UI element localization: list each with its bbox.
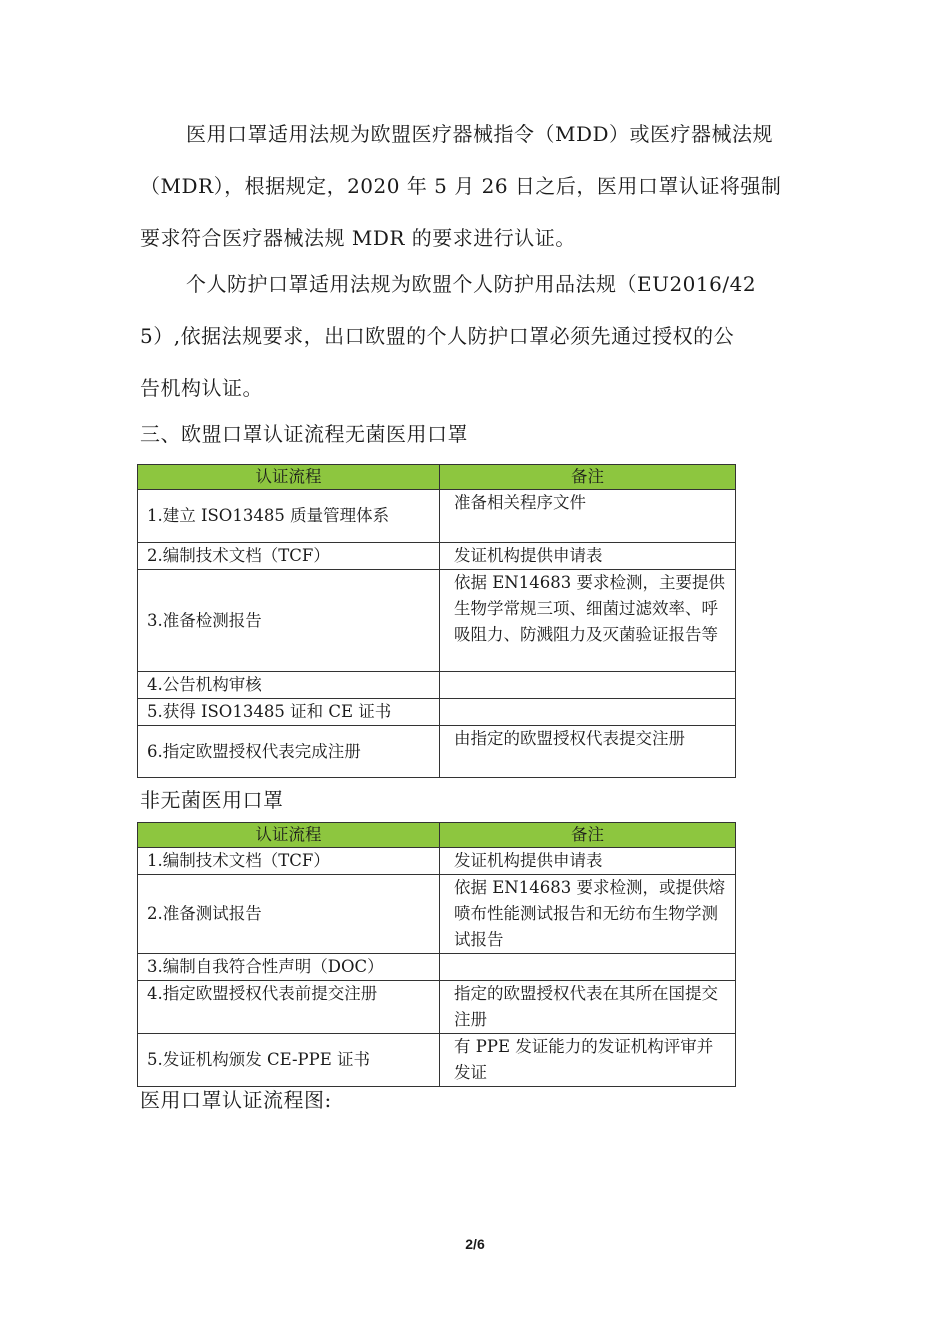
step-cell: 2.编制技术文档（TCF）: [138, 543, 440, 570]
column-header-process: 认证流程: [138, 465, 440, 490]
note-cell: 依据 EN14683 要求检测，或提供熔喷布性能测试报告和无纺布生物学测试报告: [440, 875, 736, 954]
page-number: 2/6: [465, 1236, 485, 1252]
table-row: [138, 981, 736, 1034]
paragraph-line: （MDR），根据规定，2020 年 5 月 26 日之后，医用口罩认证将强制: [140, 174, 782, 198]
section-heading: 三、欧盟口罩认证流程无菌医用口罩: [140, 422, 468, 446]
column-header-process: 认证流程: [138, 823, 440, 848]
paragraph-line: 医用口罩适用法规为欧盟医疗器械指令（MDD）或医疗器械法规: [186, 122, 774, 146]
table-row: [138, 726, 736, 778]
table-header-row: [138, 823, 736, 848]
table-row: [138, 954, 736, 981]
nonsterile-heading: 非无菌医用口罩: [140, 788, 284, 812]
step-cell: 4.指定欧盟授权代表前提交注册: [138, 981, 440, 1034]
table-row: [138, 699, 736, 726]
note-cell: 有 PPE 发证能力的发证机构评审并发证: [440, 1034, 736, 1087]
paragraph-line: 要求符合医疗器械法规 MDR 的要求进行认证。: [140, 226, 576, 250]
note-cell: 发证机构提供申请表: [440, 543, 736, 570]
paragraph-ppe: [140, 258, 810, 414]
table-row: [138, 543, 736, 570]
paragraph-line: 告机构认证。: [140, 376, 263, 400]
step-cell: 1.编制技术文档（TCF）: [138, 848, 440, 875]
table-row: [138, 570, 736, 672]
paragraph-line: 个人防护口罩适用法规为欧盟个人防护用品法规（EU2016/42: [186, 272, 757, 296]
paragraph-mdd-mdr: [140, 108, 810, 264]
note-cell: 发证机构提供申请表: [440, 848, 736, 875]
step-cell: 5.发证机构颁发 CE-PPE 证书: [138, 1034, 440, 1087]
note-cell: [440, 699, 736, 726]
nonsterile-mask-table: [137, 822, 736, 1087]
step-cell: 3.准备检测报告: [138, 570, 440, 672]
note-cell: [440, 954, 736, 981]
note-cell: [440, 672, 736, 699]
note-cell: 指定的欧盟授权代表在其所在国提交注册: [440, 981, 736, 1034]
column-header-note: 备注: [440, 465, 736, 490]
table-row: [138, 1034, 736, 1087]
step-cell: 6.指定欧盟授权代表完成注册: [138, 726, 440, 778]
step-cell: 2.准备测试报告: [138, 875, 440, 954]
paragraph-line: 5）,依据法规要求，出口欧盟的个人防护口罩必须先通过授权的公: [140, 324, 735, 348]
table-row: [138, 490, 736, 543]
column-header-note: 备注: [440, 823, 736, 848]
flowchart-heading: 医用口罩认证流程图:: [140, 1088, 332, 1112]
table-row: [138, 672, 736, 699]
step-cell: 1.建立 ISO13485 质量管理体系: [138, 490, 440, 543]
note-cell: 依据 EN14683 要求检测，主要提供生物学常规三项、细菌过滤效率、呼吸阻力、防溅阻力及灭菌验证报告等: [440, 570, 736, 672]
table-row: [138, 875, 736, 954]
step-cell: 4.公告机构审核: [138, 672, 440, 699]
table-row: [138, 848, 736, 875]
note-cell: 由指定的欧盟授权代表提交注册: [440, 726, 736, 778]
step-cell: 5.获得 ISO13485 证和 CE 证书: [138, 699, 440, 726]
note-cell: 准备相关程序文件: [440, 490, 736, 543]
step-cell: 3.编制自我符合性声明（DOC）: [138, 954, 440, 981]
table-header-row: [138, 465, 736, 490]
sterile-mask-table: [137, 464, 736, 778]
